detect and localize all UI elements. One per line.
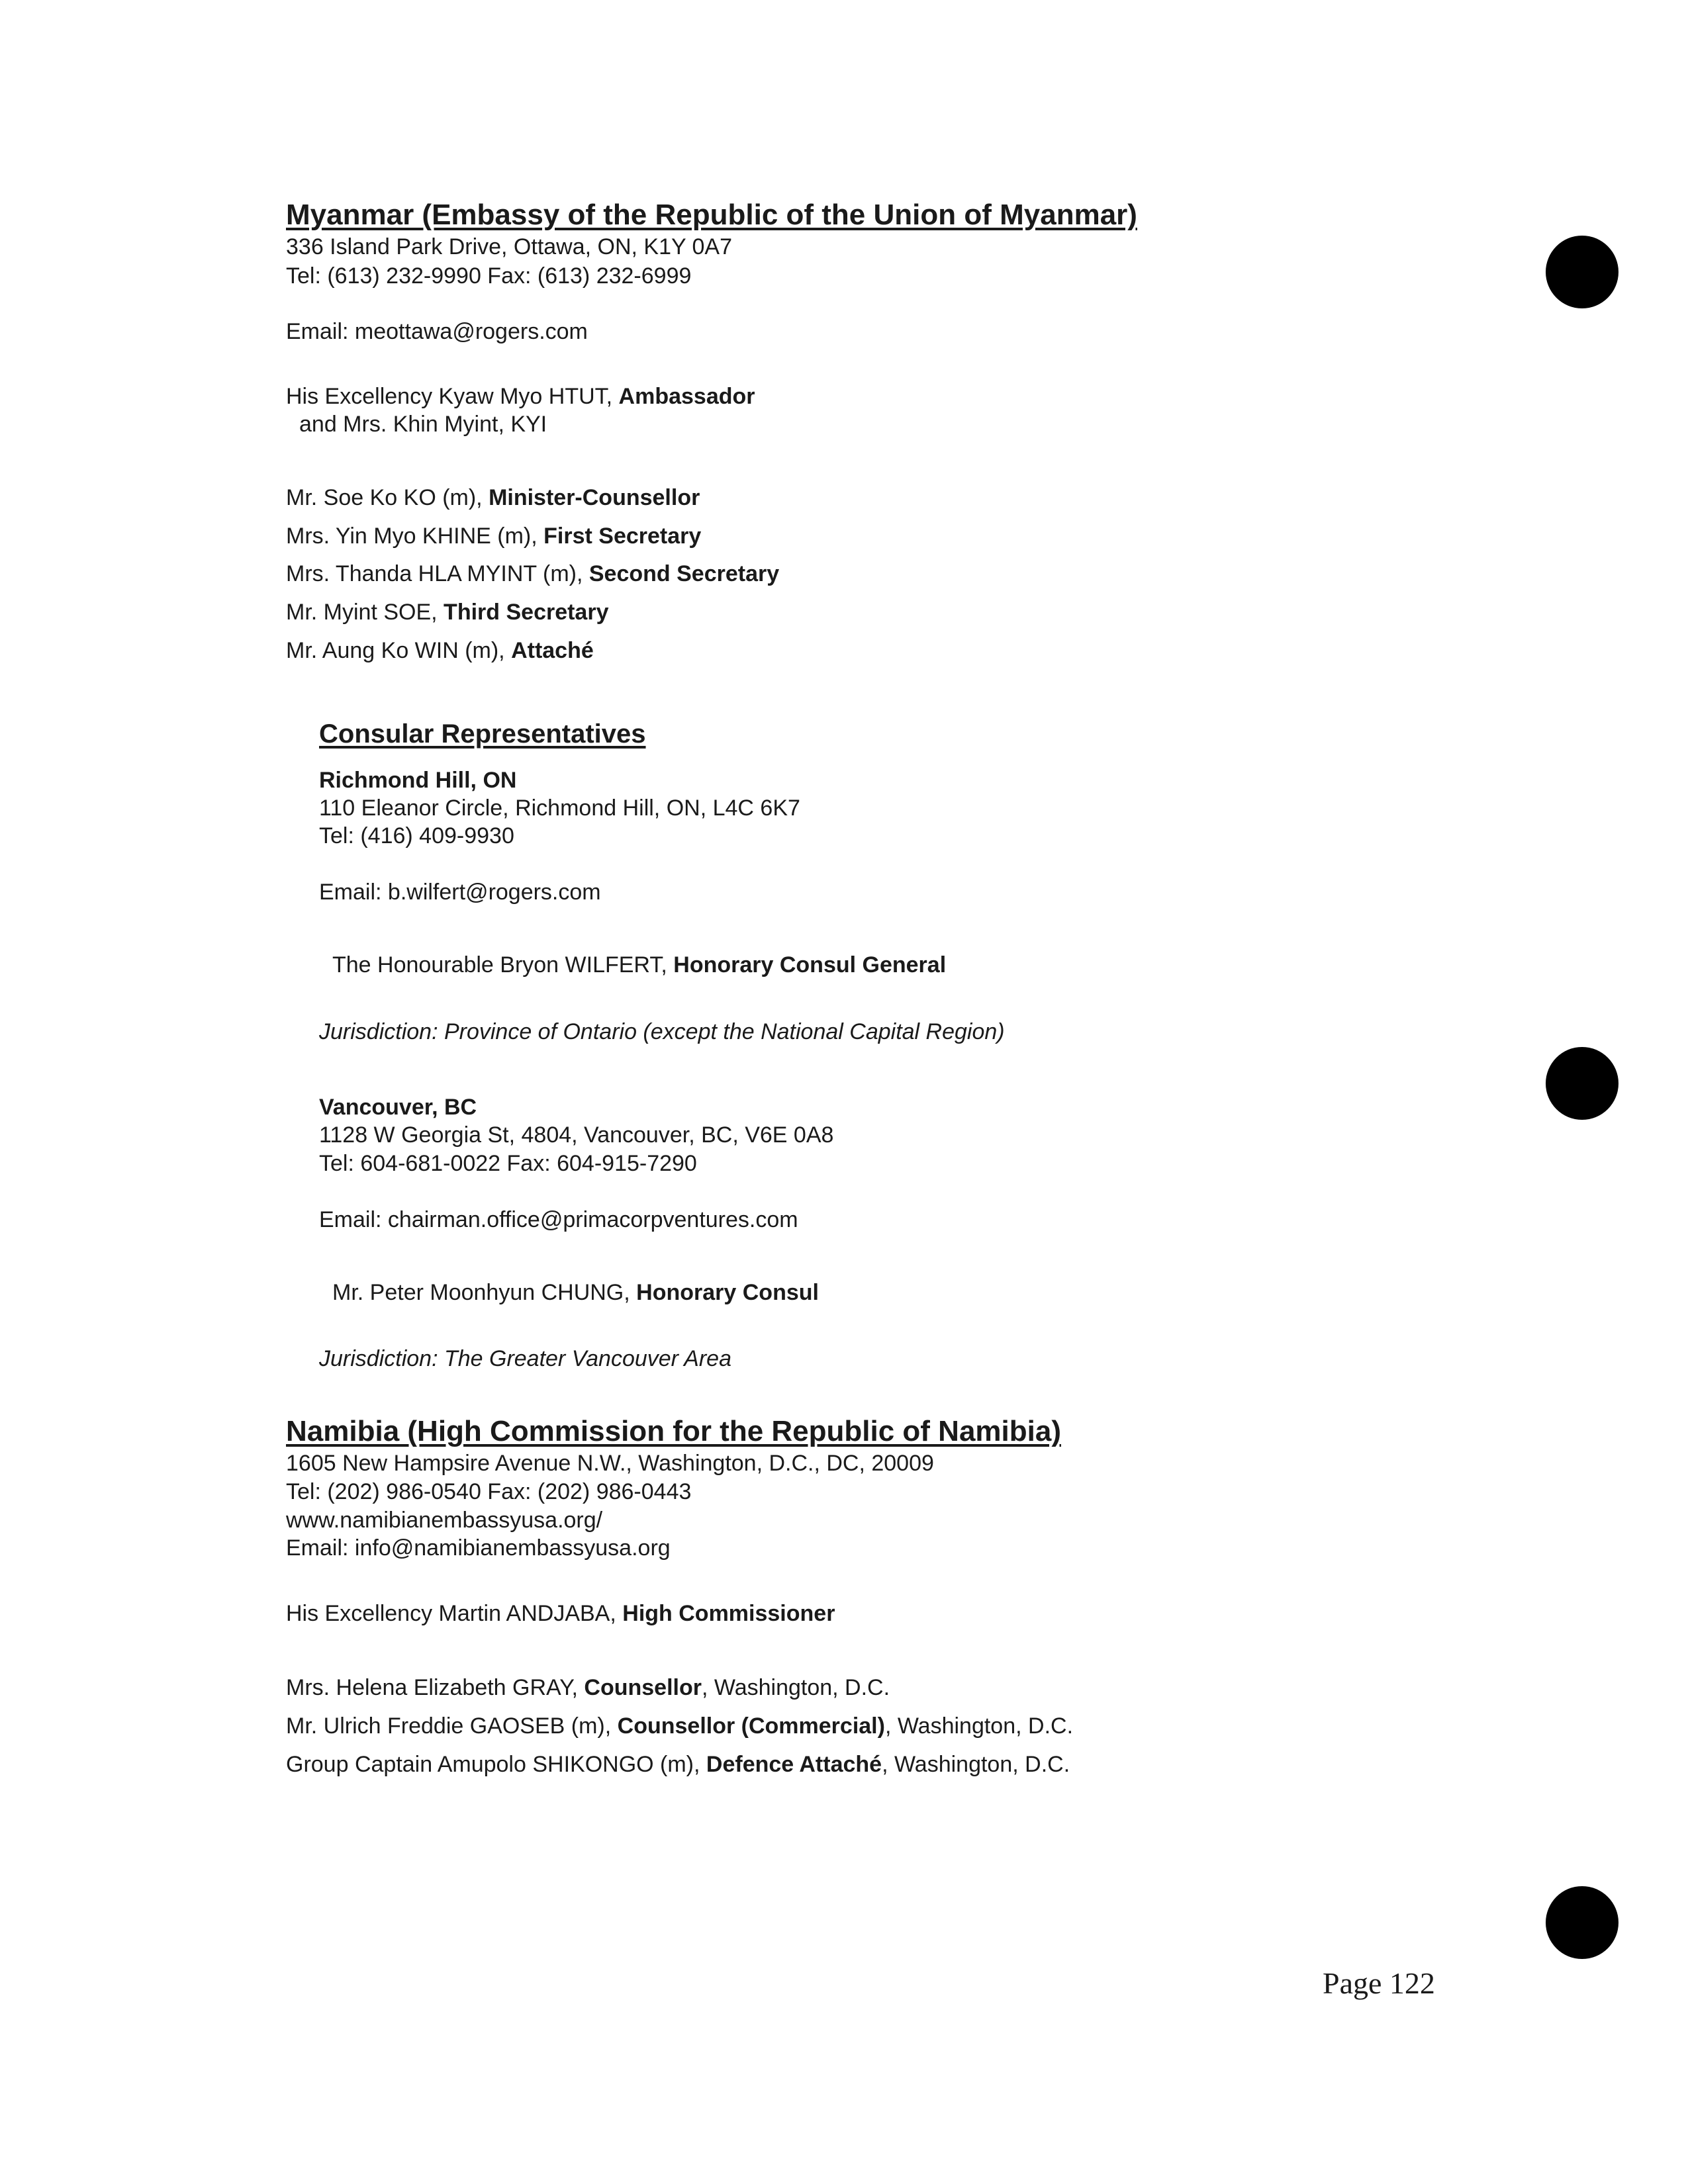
staff-location: , Washington, D.C. [701, 1675, 890, 1700]
staff-title: Minister-Counsellor [489, 485, 700, 510]
page-number: Page 122 [1323, 1966, 1435, 2000]
consul-name: Mr. Peter Moonhyun CHUNG, [332, 1280, 637, 1305]
consular-heading: Consular Representatives [319, 719, 646, 749]
staff-title: Third Secretary [444, 600, 609, 625]
staff-name: Mrs. Yin Myo KHINE (m), [286, 523, 544, 549]
consulate-email: Email: b.wilfert@rogers.com [319, 880, 601, 905]
myanmar-head-title: Ambassador [618, 384, 755, 409]
namibia-staff-row [286, 1751, 1070, 1778]
binder-hole-bottom [1546, 1886, 1618, 1959]
namibia-staff-row [286, 1712, 1073, 1740]
consulate-phone: Tel: (416) 409-9930 [319, 823, 514, 848]
staff-title: Counsellor (Commercial) [617, 1713, 885, 1739]
staff-name: Mr. Aung Ko WIN (m), [286, 638, 512, 663]
myanmar-email: Email: meottawa@rogers.com [286, 319, 588, 344]
myanmar-staff-row [286, 598, 609, 626]
myanmar-head-name: His Excellency Kyaw Myo HTUT, [286, 384, 619, 409]
myanmar-staff-row [286, 560, 779, 588]
staff-title: Counsellor [584, 1675, 702, 1700]
namibia-head-name: His Excellency Martin ANDJABA, [286, 1601, 623, 1626]
staff-location: , Washington, D.C. [882, 1752, 1070, 1777]
staff-name: Mrs. Helena Elizabeth GRAY, [286, 1675, 585, 1700]
myanmar-staff-row [286, 522, 701, 550]
myanmar-heading: Myanmar (Embassy of the Republic of the Union of Myanmar) [286, 199, 1137, 231]
myanmar-head-line [286, 383, 755, 410]
staff-name: Mr. Myint SOE, [286, 600, 444, 625]
namibia-phone: Tel: (202) 986-0540 Fax: (202) 986-0443 [286, 1479, 692, 1504]
myanmar-phone: Tel: (613) 232-9990 Fax: (613) 232-6999 [286, 263, 692, 289]
staff-title: First Secretary [543, 523, 702, 549]
staff-title: Attaché [511, 638, 594, 663]
consulate-address: 1128 W Georgia St, 4804, Vancouver, BC, V6E 0A8 [319, 1122, 834, 1148]
consulate-address: 110 Eleanor Circle, Richmond Hill, ON, L4C 6K7 [319, 796, 800, 821]
namibia-email: Email: info@namibianembassyusa.org [286, 1535, 671, 1561]
consulate-city: Richmond Hill, ON [319, 768, 517, 793]
consulate-jurisdiction: Jurisdiction: The Greater Vancouver Area [319, 1346, 731, 1371]
namibia-heading: Namibia (High Commission for the Republic of Namibia) [286, 1415, 1061, 1447]
myanmar-address: 336 Island Park Drive, Ottawa, ON, K1Y 0A7 [286, 234, 733, 259]
binder-hole-middle [1546, 1047, 1618, 1120]
staff-name: Mr. Ulrich Freddie GAOSEB (m), [286, 1713, 618, 1739]
consulate-jurisdiction: Jurisdiction: Province of Ontario (except the National Capital Region) [319, 1019, 1005, 1044]
staff-location: , Washington, D.C. [884, 1713, 1074, 1739]
myanmar-staff-row [286, 484, 700, 512]
staff-name: Mrs. Thanda HLA MYINT (m), [286, 561, 589, 586]
namibia-address: 1605 New Hampsire Avenue N.W., Washington, D.C., DC, 20009 [286, 1451, 934, 1476]
staff-name: Mr. Soe Ko KO (m), [286, 485, 489, 510]
consul-title: Honorary Consul General [673, 952, 947, 978]
consul-title: Honorary Consul [636, 1280, 819, 1305]
namibia-staff-row [286, 1674, 890, 1702]
consulate-person [332, 1279, 819, 1306]
consulate-phone: Tel: 604-681-0022 Fax: 604-915-7290 [319, 1151, 697, 1176]
consulate-person [332, 951, 946, 979]
consul-name: The Honourable Bryon WILFERT, [332, 952, 674, 978]
myanmar-head-spouse: and Mrs. Khin Myint, KYI [299, 412, 547, 437]
namibia-website: www.namibianembassyusa.org/ [286, 1508, 603, 1533]
namibia-head-title: High Commissioner [622, 1601, 835, 1626]
staff-name: Group Captain Amupolo SHIKONGO (m), [286, 1752, 706, 1777]
myanmar-staff-row [286, 637, 594, 664]
consulate-email: Email: chairman.office@primacorpventures.com [319, 1207, 798, 1232]
consulate-city: Vancouver, BC [319, 1095, 477, 1120]
staff-title: Defence Attaché [706, 1752, 882, 1777]
staff-title: Second Secretary [588, 561, 780, 586]
namibia-head-line [286, 1600, 835, 1627]
binder-hole-top [1546, 236, 1618, 308]
